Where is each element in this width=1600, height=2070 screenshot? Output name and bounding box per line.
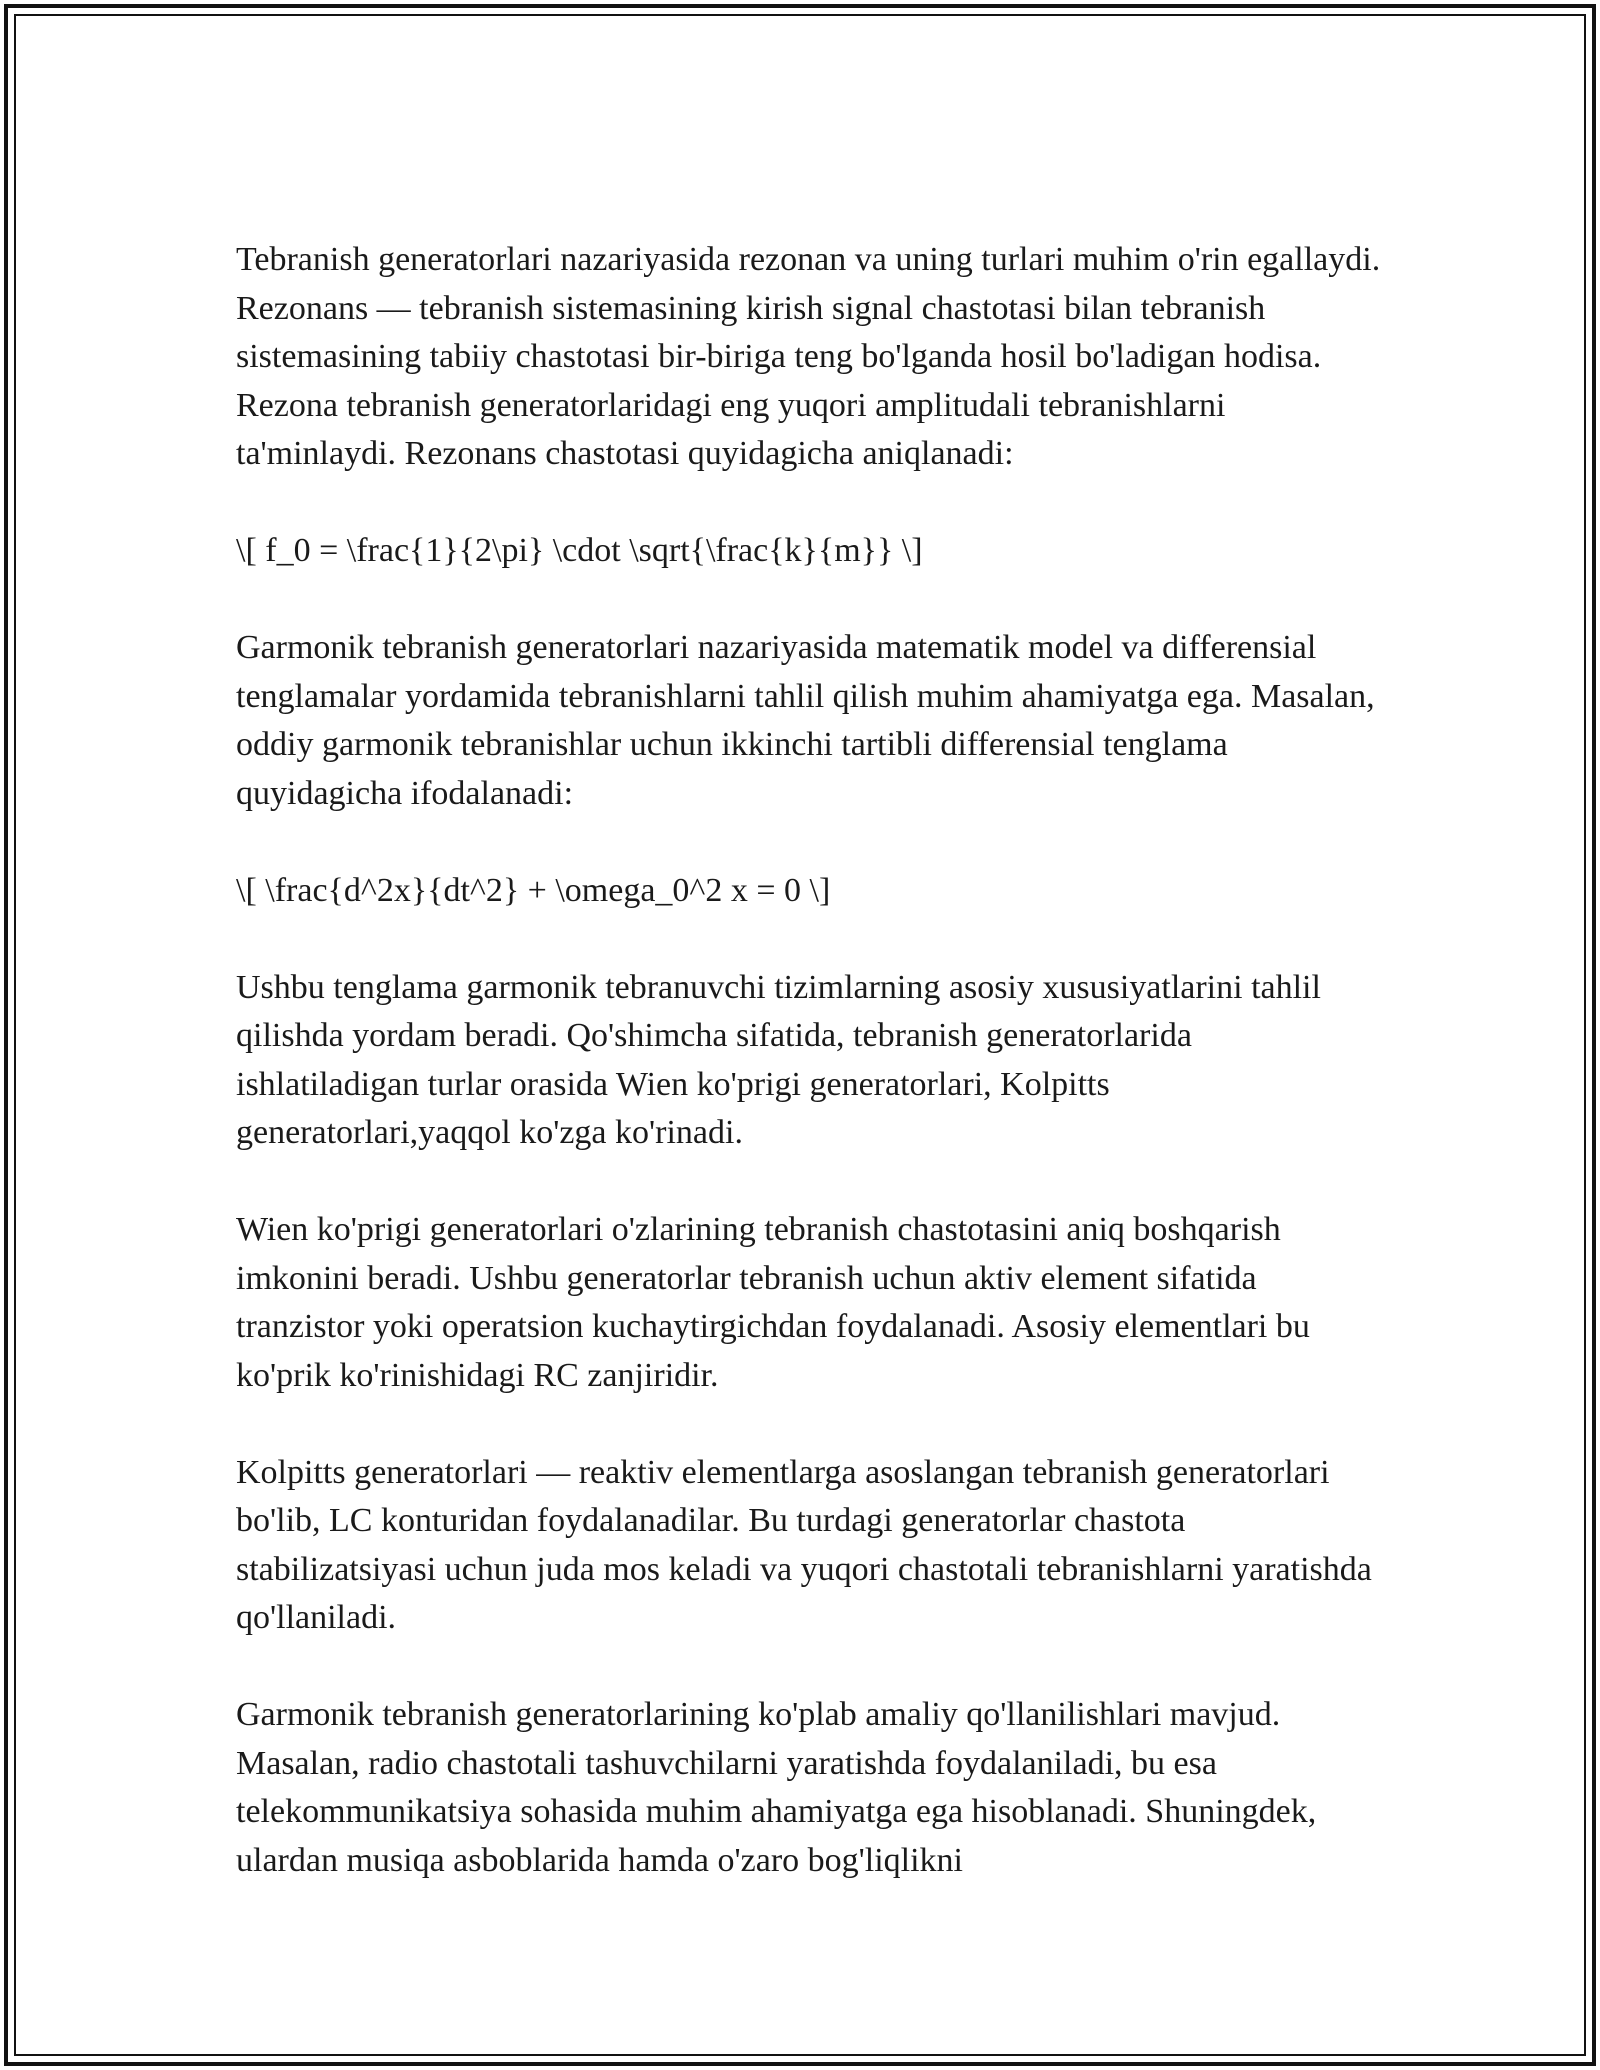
paragraph-applications: Garmonik tebranish generatorlarining ko'plab amaliy qo'llanilishlari mavjud. Masalan, radio chastotali tashuvchilarni yaratishda foydalaniladi, bu esa telekommunikatsiya sohasida muhim ahamiyatga ega hisoblanadi. Shuningdek, ulardan musiqa asboblarida hamda o'zaro bog'liqlikni [236,1696,1317,1879]
paragraph-resonance: Tebranish generatorlari nazariyasida rezonan va uning turlari muhim o'rin egallaydi. Rezonans — tebranish sistemasining kirish signal chastotasi bilan tebranish sistemasining tabiiy chastotasi bir-biriga teng bo'lganda hosil bo'ladigan hodisa. Rezona tebranish generatorlaridagi eng yuqori amplitudali tebranishlarni ta'minlaydi. Rezonans chastotasi quyidagicha aniqlanadi: [236,241,1381,472]
paragraph-wien-bridge: Wien ko'prigi generatorlari o'zlarining tebranish chastotasini aniq boshqarish imkonini beradi. Ushbu generatorlar tebranish uchun aktiv element sifatida tranzistor yoki operatsion kuchaytirgichdan foydalanadi. Asosiy elementlari bu ko'prik ko'rinishidagi RC zanjiridir. [236,1211,1310,1394]
paragraph-colpitts: Kolpitts generatorlari — reaktiv elementlarga asoslangan tebranish generatorlari bo'lib, LC konturidan foydalanadilar. Bu turdagi generatorlar chastota stabilizatsiyasi uchun juda mos keladi va yuqori chastotali tebranishlarni yaratishda qo'llaniladi. [236,1453,1372,1636]
paragraph-harmonic-model: Garmonik tebranish generatorlari nazariyasida matematik model va differensial tenglamalar yordamida tebranishlarni tahlil qilish muhim ahamiyatga ega. Masalan, oddiy garmonik tebranishlar uchun ikkinchi tartibli differensial tenglama quyidagicha ifodalanadi: [236,629,1375,812]
paragraph-equation-usage: Ushbu tenglama garmonik tebranuvchi tizimlarning asosiy xususiyatlarini tahlil qilishda yordam beradi. Qo'shimcha sifatida, tebranish generatorlarida ishlatiladigan turlar orasida Wien ko'prigi generatorlari, Kolpitts generatorlari,yaqqol ko'zga ko'rinadi. [236,968,1321,1151]
formula-differential-equation: \[ \frac{d^2x}{dt^2} + \omega_0^2 x = 0 \] [236,871,831,909]
document-body [236,236,1381,1934]
formula-resonance-frequency: \[ f_0 = \frac{1}{2\pi} \cdot \sqrt{\frac{k}{m}} \] [236,532,923,569]
